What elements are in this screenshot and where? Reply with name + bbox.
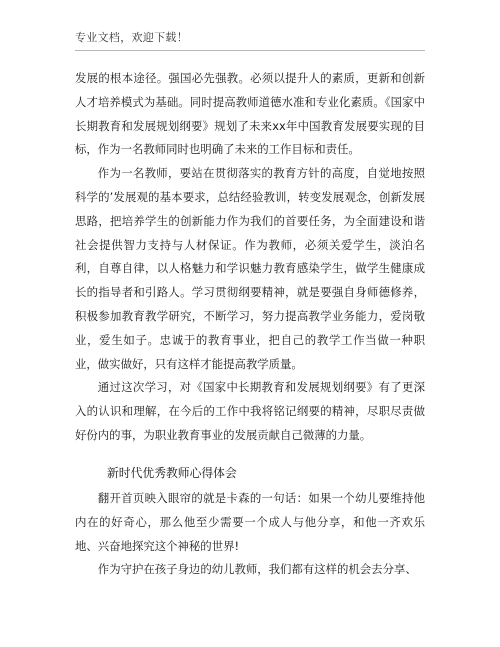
paragraph: 作为一名教师，要站在贯彻落实的教育方针的高度，自觉地按照科学的’发展观的基本要求，总结经验教训，转变发展观念，创新发展思路，把培养学生的创新能力作为我们的首要任务，为全面建设和谐社会提供智力支持与人材保证。作为教师，必须关爱学生，淡泊名利，自尊自律，以人格魅力和学识魅力教育感染学生，做学生健康成长的指导者和引路人。学习贯彻纲要精神，就是要强自身师德修养，积极参加教育教学研究，不断学习，努力提高教学业务能力，爱岗敬业，爱生如子。忠诚于的教育事业，把自己的教学工作当做一种职业，做实做好，只有这样才能提高教学质量。 bbox=[75, 166, 425, 371]
document-body bbox=[75, 67, 425, 448]
page-header bbox=[75, 26, 425, 51]
section-title: 新时代优秀教师心得体会 bbox=[107, 466, 237, 480]
header-text: 专业文档，欢迎下载！ bbox=[75, 31, 188, 44]
document-body-continued bbox=[75, 487, 425, 582]
paragraph: 发展的根本途径。强国必先强教。必须以提升人的素质，更新和创新人才培养模式为基础。同时提高教师道德水准和专业化素质。《国家中长期教育和发展规划纲要》规划了未来xx年中国教育发展要实现的目标，作为一名教师同时也明确了未来的工作目标和责任。 bbox=[75, 71, 425, 157]
paragraph: 作为守护在孩子身边的幼儿教师，我们都有这样的机会去分享、 bbox=[97, 562, 417, 577]
paragraph: 通过这次学习，对《国家中长期教育和发展规划纲要》有了更深入的认识和理解，在今后的工作中我将铭记纲要的精神，尽职尽责做好份内的事，为职业教育事业的发展贡献自己微薄的力量。 bbox=[75, 380, 425, 442]
paragraph: 翻开首页映入眼帘的就是卡森的一句话：如果一个幼儿要维持他内在的好奇心，那么他至少需要一个成人与他分享，和他一齐欢乐地、兴奋地探究这个神秘的世界! bbox=[75, 491, 425, 553]
